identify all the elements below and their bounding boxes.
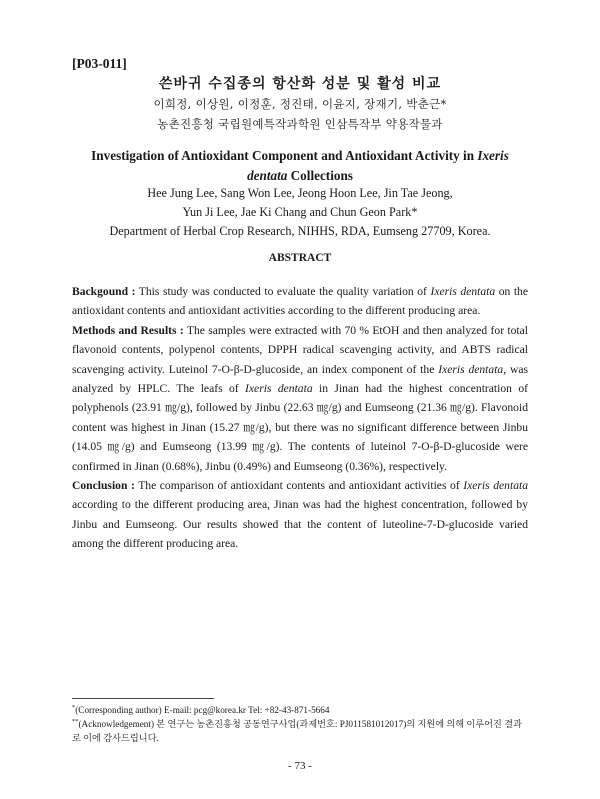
korean-title: 쓴바귀 수집종의 항산화 성분 및 활성 비교 <box>158 76 442 92</box>
footnote-text: (Acknowledgement) 본 연구는 농촌진흥청 공동연구사업(과제번호: PJ011581012017)의 지원에 의해 이루어진 결과로 이에 감사드립니다. <box>72 719 522 744</box>
conclusion-paragraph <box>72 476 528 554</box>
species-name: Ixeris dentata <box>438 362 504 376</box>
species-name: Ixeris dentata <box>463 479 529 493</box>
footnote-mark: * <box>72 704 76 711</box>
abstract-code: [P03-011] <box>72 56 127 71</box>
methods-text: , was analyzed by HPLC. The leafs of <box>72 362 529 396</box>
species-name: Ixeris dentata <box>245 382 313 396</box>
background-label: Backgound : <box>72 285 136 298</box>
korean-affiliation: 농촌진흥청 국립원예특작과학원 인삼특작부 약용작물과 <box>157 117 443 131</box>
methods-text: The samples were extracted with 70 % EtOH and then analyzed for total flavonoid contents, polypenol contents, DPPH radical scavenging activity, and ABTS radical scavenging activity. Luteinol 7-O-β-D-glucoside, an index component of the <box>72 323 528 376</box>
background-text: This study was conducted to evaluate the quality variation of <box>135 285 431 298</box>
conclusion-label: Conclusion : <box>72 479 135 493</box>
background-paragraph <box>72 282 528 321</box>
english-authors-line1: Hee Jung Lee, Sang Won Lee, Jeong Hoon Lee, Jin Tae Jeong, <box>147 186 453 200</box>
footnote-divider <box>72 698 214 699</box>
footnote-text: (Corresponding author) E-mail: pcg@korea.kr Tel: +82-43-871-5664 <box>75 705 330 716</box>
korean-authors: 이희정, 이상원, 이정훈, 정진태, 이윤지, 장재기, 박춘근* <box>153 97 447 111</box>
abstract-body <box>72 282 528 554</box>
page-number: - 73 - <box>288 760 312 772</box>
english-affiliation: Department of Herbal Crop Research, NIHHS, RDA, Eumseng 27709, Korea. <box>109 224 491 238</box>
species-name: Ixeris dentata <box>430 285 496 298</box>
footnote-mark: ** <box>72 718 79 725</box>
footnote-acknowledgement <box>72 715 528 745</box>
english-title-species-epithet: dentata <box>247 168 288 183</box>
english-authors-line2: Yun Ji Lee, Jae Ki Chang and Chun Geon Park* <box>182 205 418 219</box>
conclusion-text: according to the different producing area, Jinan was had the highest concentration, followed by Jinbu and Eumseong. Our results showed that the content of luteoline-7-D-glucoside varied among the different producing area. <box>72 498 528 551</box>
background-text: on the antioxidant contents and antioxidant activities according to the different producing area. <box>72 285 529 318</box>
english-title-part1: Investigation of Antioxidant Component and Antioxidant Activity in <box>91 148 478 163</box>
conclusion-text: The comparison of antioxidant contents and antioxidant activities of <box>134 479 464 493</box>
abstract-heading: ABSTRACT <box>268 252 332 264</box>
methods-paragraph <box>72 321 528 476</box>
english-title-part2: Collections <box>287 168 353 183</box>
english-title <box>80 146 520 186</box>
english-title-species-genus: Ixeris <box>477 148 509 163</box>
methods-label: Methods and Results : <box>72 323 184 337</box>
methods-text: in Jinan had the highest concentration of polyphenols (23.91 ㎎/g), followed by Jinbu (22.63 ㎎/g) and Eumseong (21.36 ㎎/g). Flavonoid content was highest in Jinan (15.27 ㎎/g), but there was no significant difference between Jinbu (14.05 ㎎/g) and Eumseong (13.99 ㎎/g). The contents of luteinol 7-O-β-D-glucoside were confirmed in Jinan (0.68%), Jinbu (0.49%) and Eumseong (0.36%), respectively. <box>72 382 529 473</box>
